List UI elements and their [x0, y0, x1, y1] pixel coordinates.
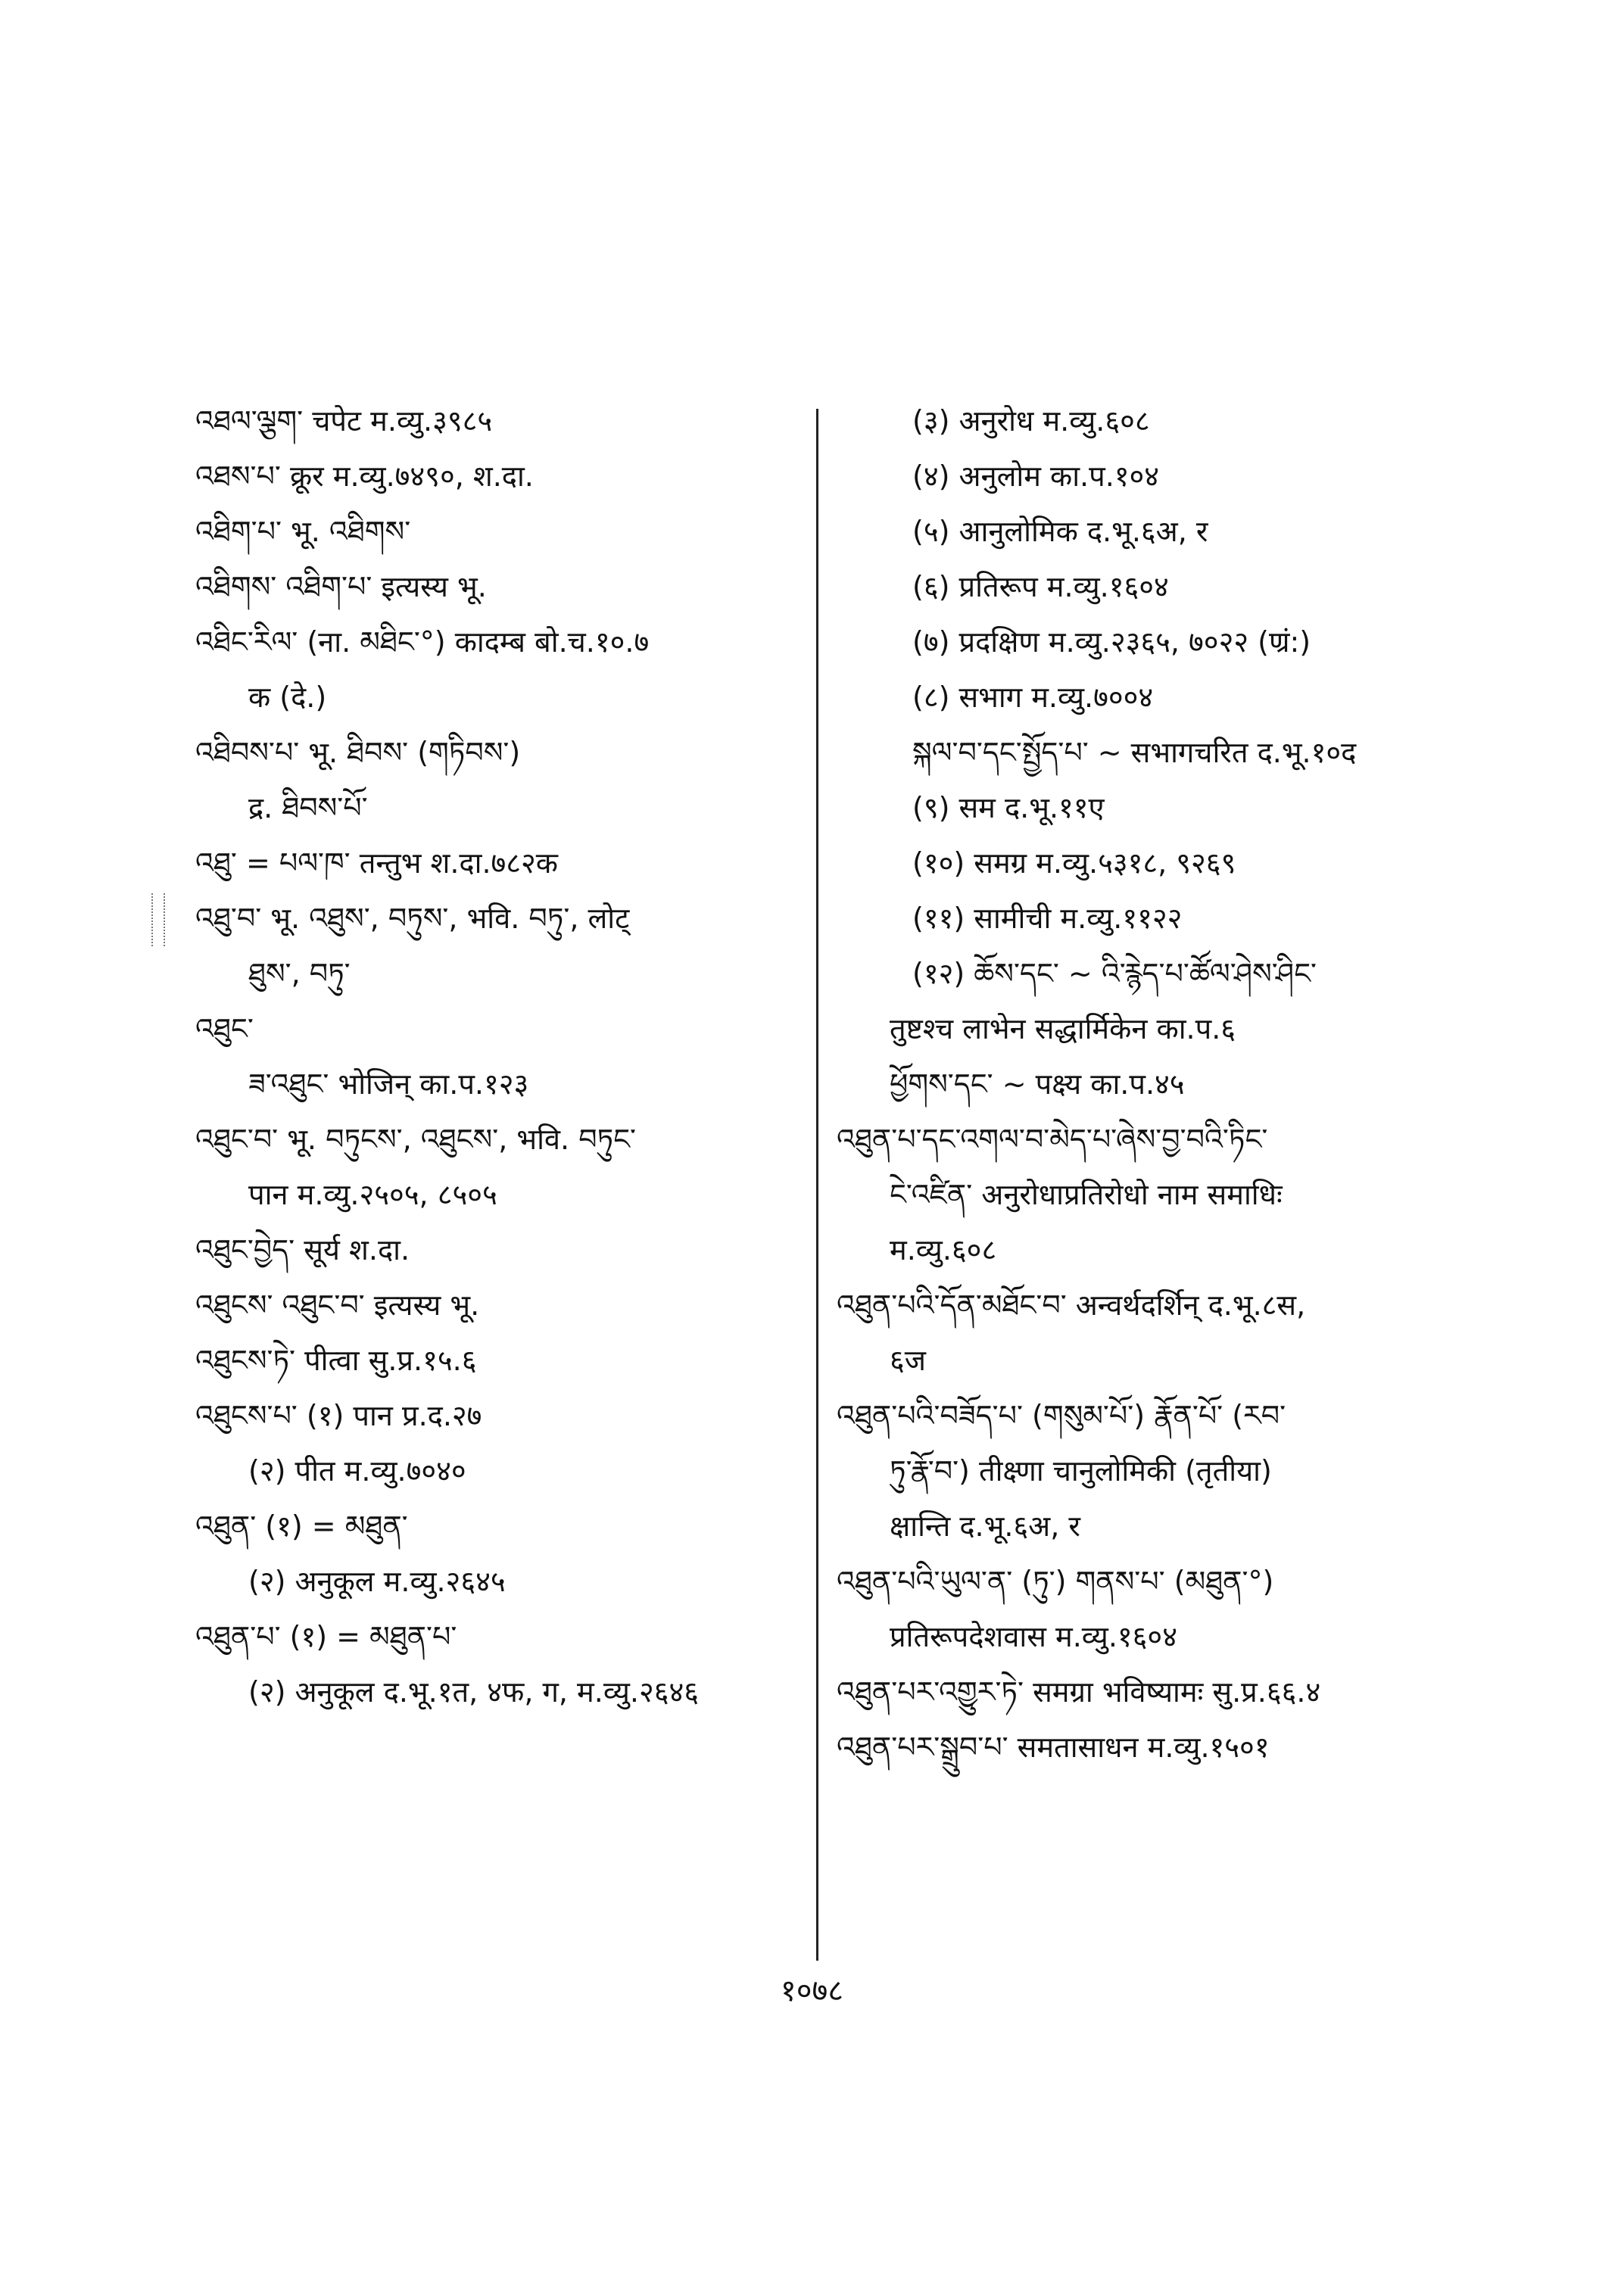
page-number: १०७८ [780, 1974, 844, 2008]
dictionary-entry: འཐིག་པ་ भू. འཐིགས་ [195, 515, 411, 548]
dictionary-entry: (१०) समग्र म.व्यु.५३१८, ९२६९ [912, 846, 1236, 880]
dictionary-entry: འཐུན་པ་དང་འགལ་བ་མེད་པ་ཞེས་བྱ་བའི་ཏིང་ [837, 1123, 1268, 1156]
dictionary-entry: འཐུང་བ་ भू. བཏུངས་, འཐུངས་, भवि. བཏུང་ [195, 1123, 637, 1156]
dictionary-entry: འཐལ་ལྕག་ चपेट म.व्यु.३९८५ [195, 404, 493, 438]
dictionary-entry: འཐིགས་ འཐིག་པ་ इत्यस्य भू. [195, 570, 487, 603]
dictionary-entry: འཐུན་པར་སྒྲུབ་པ་ समतासाधन म.व्यु.१५०१ [837, 1731, 1270, 1764]
dictionary-entry: འཐུངས་ འཐུང་བ་ इत्यस्य भू. [195, 1288, 480, 1322]
dictionary-entry: (११) सामीची म.व्यु.११२२ [912, 902, 1183, 935]
dictionary-entry: འཐས་པ་ क्रूर म.व्यु.७४९०, श.दा. [195, 460, 534, 493]
dictionary-entry: ཕྱོགས་དང་ ~ पक्ष्य का.प.४५ [890, 1067, 1185, 1101]
dictionary-entry: འཐིང་རིལ་ (ना. མཐིང་°) कादम्ब बो.च.१०.७ [195, 625, 650, 659]
dictionary-entry: ६ज [890, 1344, 926, 1377]
dictionary-entry: (२) अनुकूल द.भू.१त, ४फ, ग, म.व्यु.२६४६ [248, 1675, 699, 1709]
dictionary-entry: तुष्टश्च लाभेन सद्धार्मिकेन का.प.६ [890, 1012, 1236, 1045]
dictionary-entry: म.व्यु.६०८ [890, 1233, 997, 1266]
dictionary-entry: འཐུ་ = པལ་ཁ་ तन्तुभ श.दा.७८२क [195, 846, 558, 880]
dictionary-entry: ཐུས་, བཏུ་ [248, 957, 351, 990]
right-column [837, 394, 1473, 1775]
dictionary-entry: འཐུ་བ་ भू. འཐུས་, བཏུས་, भवि. བཏུ་, लोट् [195, 902, 630, 935]
dictionary-entry: क (दे.) [248, 681, 327, 714]
dictionary-entry: ངེ་འཛིན་ अनुरोधाप्रतिरोधो नाम समाधिः [890, 1178, 1283, 1211]
dictionary-entry: (६) प्रतिरूप म.व्यु.१६०४ [912, 570, 1169, 603]
dictionary-entry: (५) आनुलोमिक द.भू.६अ, र [912, 515, 1208, 548]
dictionary-entry: (२) पीत म.व्यु.७०४० [248, 1454, 466, 1488]
dictionary-entry: འཐུན་པར་འགྱུར་ཏེ་ समग्रा भविष्यामः सु.प्र.६६.४ [837, 1675, 1321, 1709]
dictionary-entry: འཐུང་ [195, 1012, 254, 1045]
margin-mark [151, 893, 165, 946]
left-column [195, 394, 809, 1720]
dictionary-entry: प्रतिरूपदेशवास म.व्यु.१६०४ [890, 1620, 1177, 1653]
dictionary-entry: (१२) ཆོས་དང་ ~ འི་རྙེད་པ་ཚོལ་ཤེས་ཤིང་ [912, 957, 1317, 990]
dictionary-entry: (३) अनुरोध म.व्यु.६०८ [912, 404, 1150, 438]
dictionary-entry: ཟ་འཐུང་ भोजिन् का.प.१२३ [248, 1067, 529, 1101]
dictionary-entry: (९) सम द.भू.११ए [912, 791, 1105, 824]
dictionary-entry: (७) प्रदक्षिण म.व्यु.२३६५, ७०२२ (ण्रं:) [912, 625, 1311, 659]
dictionary-entry: འཐིབས་པ་ भू. ཐིབས་ (གཏིབས་) [195, 736, 521, 769]
dictionary-entry: འཐུང་བྱེད་ सूर्य श.दा. [195, 1233, 410, 1266]
dictionary-entry: ཏུ་རྣོ་བ་) तीक्ष्णा चानुलोमिकी (तृतीया) [890, 1454, 1272, 1488]
dictionary-entry: (८) सभाग म.व्यु.७००४ [912, 681, 1154, 714]
dictionary-entry: འཐུན་པའི་ཡུལ་ན་ (ཏུ་) གནས་པ་ (མཐུན་°) [837, 1565, 1274, 1598]
dictionary-entry: क्षान्ति द.भू.६अ, र [890, 1509, 1080, 1543]
dictionary-entry: (२) अनुकूल म.व्यु.२६४५ [248, 1565, 506, 1598]
dictionary-entry: (४) अनुलोम का.प.१०४ [912, 460, 1160, 493]
dictionary-entry: འཐུངས་པ་ (१) पान प्र.द.२७ [195, 1399, 482, 1432]
column-divider [816, 409, 818, 1961]
dictionary-entry: འཐུངས་ཏེ་ पीत्वा सु.प्र.१५.६ [195, 1344, 477, 1377]
dictionary-entry: འཐུན་པ་ (१) = མཐུན་པ་ [195, 1620, 457, 1653]
dictionary-entry: འཐུན་ (१) = མཐུན་ [195, 1509, 408, 1543]
dictionary-entry: द्र. ཐིབས་པོ་ [248, 791, 368, 824]
dictionary-entry: འཐུན་པའི་བཟོད་པ་ (གསུམ་པོ་) རྣོན་པོ་ (རབ་ [837, 1399, 1286, 1432]
dictionary-entry: སྐལ་བ་དང་སྤྱོད་པ་ ~ सभागचरित द.भू.१०द [912, 736, 1357, 769]
dictionary-entry: འཐུན་པའི་དོན་མཐོང་བ་ अन्वर्थदर्शिन् द.भू.८स, [837, 1288, 1306, 1322]
dictionary-entry: पान म.व्यु.२५०५, ८५०५ [248, 1178, 497, 1211]
